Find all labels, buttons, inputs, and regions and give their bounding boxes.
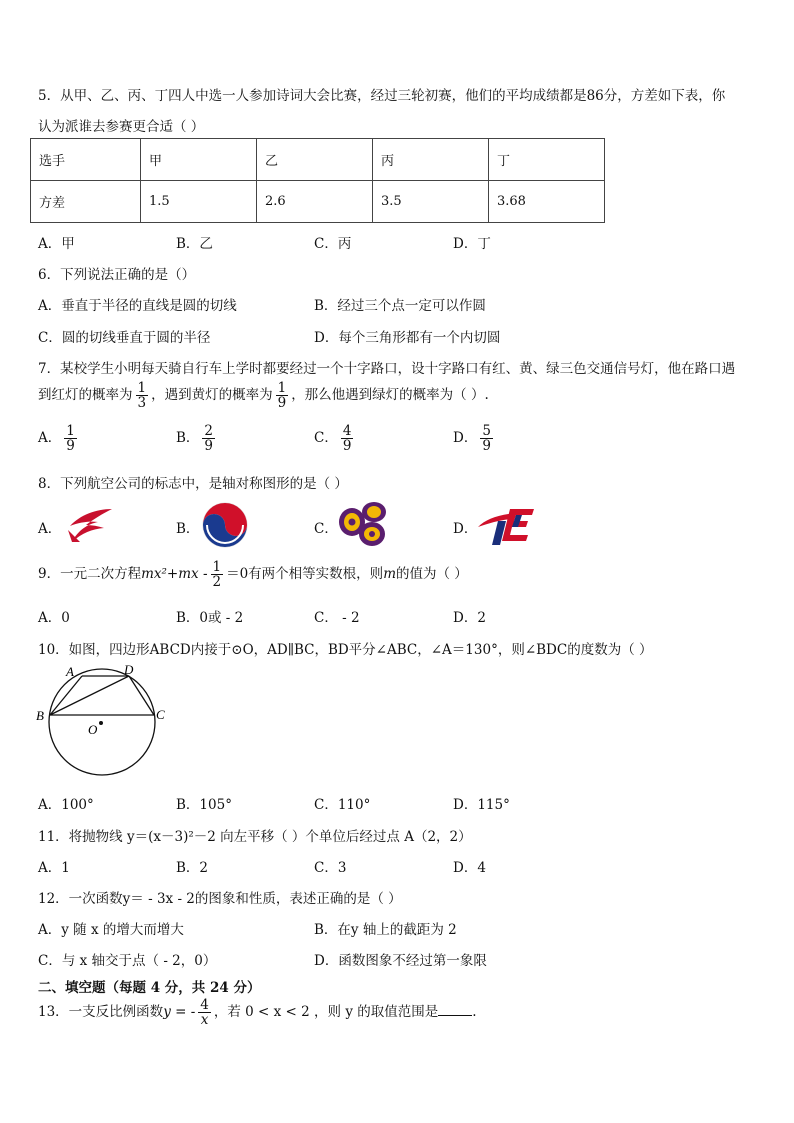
table-row (31, 181, 605, 223)
q10-option-a[interactable]: A．100° (38, 797, 94, 813)
q8-option-d[interactable]: D． (453, 521, 478, 537)
q12-option-b[interactable]: B．在y 轴上的截距为 2 (314, 922, 457, 938)
q6-option-b[interactable]: B．经过三个点一定可以作圆 (314, 298, 486, 314)
option-label: B． (176, 430, 200, 447)
table-cell: 乙 (257, 139, 373, 181)
q8-option-a[interactable]: A． (38, 521, 62, 537)
q9-option-a[interactable]: A．0 (38, 610, 70, 626)
fraction (198, 998, 211, 1027)
numerator: 4 (200, 997, 209, 1013)
denominator: 9 (342, 438, 352, 455)
q7-line2 (38, 381, 489, 410)
q7-option-c[interactable] (314, 424, 356, 453)
fraction (341, 424, 354, 453)
q6-option-d[interactable]: D．每个三角形都有一个内切圆 (314, 330, 501, 346)
option-label: D． (453, 430, 478, 447)
table-cell: 1.5 (141, 181, 257, 223)
q9-option-d[interactable]: D．2 (453, 610, 486, 626)
denominator: x (200, 1012, 209, 1029)
denominator: 9 (66, 438, 75, 455)
numerator: 1 (212, 559, 222, 575)
q7-text-b: ，遇到黄灯的概率为 (151, 387, 273, 404)
fraction (136, 381, 149, 410)
q5-line2: 认为派谁去参赛更合适（ ） (38, 119, 205, 135)
fraction (480, 424, 493, 453)
q6-option-c[interactable]: C．圆的切线垂直于圆的半径 (38, 330, 211, 346)
table-row (31, 139, 605, 181)
numerator: 1 (137, 380, 147, 396)
q7-option-b[interactable] (176, 424, 218, 453)
q11-option-b[interactable]: B．2 (176, 860, 209, 876)
q13-text-b: ，若 0 < x < 2 ，则 y 的取值范围是 (213, 1004, 439, 1021)
label-a: A (66, 664, 74, 679)
numerator: 2 (204, 423, 214, 439)
q12-option-a[interactable]: A．y 随 x 的增大而增大 (38, 922, 184, 938)
q12-stem: 12．一次函数y＝ - 3x - 2的图象和性质，表述正确的是（ ） (38, 891, 402, 907)
numerator: 5 (482, 423, 491, 439)
q9-option-c[interactable]: C． - 2 (314, 610, 360, 626)
q10-stem: 10．如图，四边形ABCD内接于⊙O，AD∥BC，BD平分∠ABC，∠A＝130°，则∠BDC的度数为（ ） (38, 642, 653, 658)
q5-line1: 5．从甲、乙、丙、丁四人中选一人参加诗词大会比赛，经过三轮初赛，他们的平均成绩都是86分，方差如下表，你 (38, 88, 726, 104)
fraction (211, 560, 224, 589)
q12-option-d[interactable]: D．函数图象不经过第一象限 (314, 953, 487, 969)
option-label: A． (38, 430, 62, 447)
fraction (276, 381, 289, 410)
china-eastern-logo-icon (62, 502, 114, 548)
q13-stem (38, 998, 477, 1027)
q9-option-b[interactable]: B．0或 - 2 (176, 610, 244, 626)
answer-blank[interactable] (438, 1003, 472, 1016)
table-cell: 3.5 (373, 181, 489, 223)
label-b: B (36, 708, 44, 723)
q10-option-c[interactable]: C．110° (314, 797, 371, 813)
q13-text-a: 13．一支反比例函数 (38, 1004, 164, 1021)
q7-option-d[interactable] (453, 424, 496, 453)
thai-airways-logo-icon (336, 500, 390, 548)
q5-option-a[interactable]: A．甲 (38, 236, 75, 252)
table-cell: 选手 (31, 139, 141, 181)
q8-option-c[interactable]: C． (314, 521, 338, 537)
q9-expression: mx²+mx - (141, 566, 208, 583)
q7-option-a[interactable] (38, 424, 80, 453)
q13-lhs: y = - (163, 1004, 196, 1021)
q10-option-b[interactable]: B．105° (176, 797, 232, 813)
q11-option-a[interactable]: A．1 (38, 860, 70, 876)
numerator: 4 (342, 423, 352, 439)
denominator: 9 (277, 395, 287, 412)
denominator: 9 (204, 438, 214, 455)
numerator: 1 (66, 423, 75, 439)
q9-variable: m (383, 566, 396, 583)
q5-option-c[interactable]: C．丙 (314, 236, 352, 252)
q11-option-c[interactable]: C．3 (314, 860, 347, 876)
q10-option-d[interactable]: D．115° (453, 797, 510, 813)
malaysia-airlines-logo-icon (476, 503, 536, 547)
q8-stem: 8．下列航空公司的标志中，是轴对称图形的是（ ） (38, 476, 348, 492)
table-cell: 2.6 (257, 181, 373, 223)
q9-text-c: 的值为（ ） (396, 566, 468, 583)
q9-stem (38, 560, 468, 589)
table-cell: 丁 (489, 139, 605, 181)
table-cell: 甲 (141, 139, 257, 181)
denominator: 9 (482, 438, 491, 455)
option-label: C． (314, 430, 338, 447)
q9-text-b: ＝0有两个相等实数根，则 (226, 566, 384, 583)
q5-option-b[interactable]: B．乙 (176, 236, 213, 252)
korean-air-logo-icon (201, 501, 249, 549)
table-cell: 3.68 (489, 181, 605, 223)
fraction (202, 424, 215, 453)
q6-stem: 6．下列说法正确的是（） (38, 267, 196, 283)
q7-line1: 7．某校学生小明每天骑自行车上学时都要经过一个十字路口，设十字路口有红、黄、绿三色交通信号灯，他在路口遇 (38, 361, 736, 377)
q11-option-d[interactable]: D．4 (453, 860, 486, 876)
q12-option-c[interactable]: C．与 x 轴交于点（ - 2，0） (38, 953, 217, 969)
denominator: 3 (137, 395, 147, 412)
q8-option-b[interactable]: B． (176, 521, 200, 537)
q11-stem: 11．将抛物线 y＝(x－3)²－2 向左平移（ ）个单位后经过点 A（2，2） (38, 829, 472, 845)
section-heading: 二、填空题（每题 4 分，共 24 分） (38, 980, 261, 996)
numerator: 1 (277, 380, 287, 396)
variance-table (30, 138, 605, 223)
q13-text-c: . (472, 1004, 477, 1021)
q9-text-a: 9．一元二次方程 (38, 566, 142, 583)
q7-text-a: 到红灯的概率为 (38, 387, 133, 404)
table-cell: 方差 (31, 181, 141, 223)
q5-option-d[interactable]: D．丁 (453, 236, 491, 252)
table-cell: 丙 (373, 139, 489, 181)
label-c: C (156, 707, 165, 722)
denominator: 2 (212, 574, 222, 591)
circle-figure (34, 660, 174, 784)
q7-text-c: ，那么他遇到绿灯的概率为（ ）. (291, 387, 489, 404)
q6-option-a[interactable]: A．垂直于半径的直线是圆的切线 (38, 298, 237, 314)
fraction (64, 424, 77, 453)
label-d: D (124, 662, 134, 677)
label-o: O (88, 722, 98, 737)
